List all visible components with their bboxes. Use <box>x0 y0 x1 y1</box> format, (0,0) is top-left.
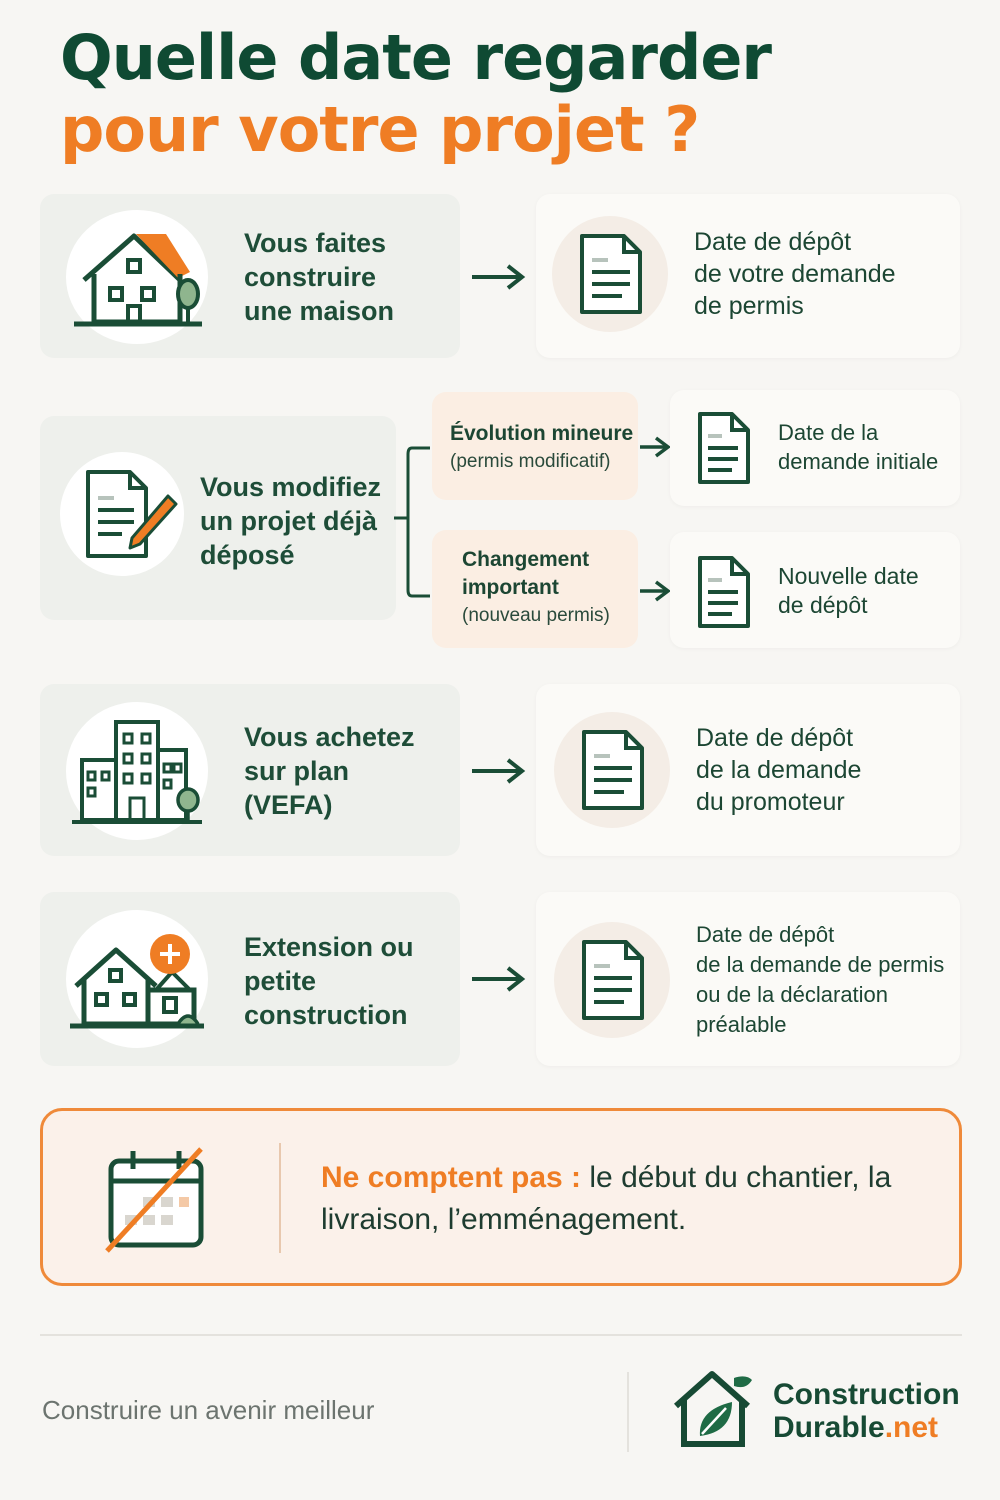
note-message <box>321 1157 921 1241</box>
document-edit-icon-circle <box>60 452 184 576</box>
label-line: petite <box>244 966 317 996</box>
note-text: le début du chantier, la livraison, l’emménagement. <box>321 1161 892 1236</box>
result-line: Date de dépôt <box>696 922 835 947</box>
option-subtitle: (permis modificatif) <box>450 451 611 472</box>
brand-name <box>773 1378 960 1444</box>
row-extension-result-card <box>536 892 960 1066</box>
note-highlight: Ne comptent pas : <box>321 1161 582 1194</box>
result-line: demande initiale <box>778 449 939 474</box>
result-line: de votre demande <box>694 260 896 288</box>
result-line: du promoteur <box>696 788 845 816</box>
row-extension-label <box>244 930 414 1032</box>
house-icon <box>66 210 208 344</box>
footer-separator <box>627 1372 629 1452</box>
option-evolution-mineure <box>432 392 638 500</box>
result-line: Nouvelle date <box>778 563 919 589</box>
document-edit-icon <box>60 452 184 576</box>
buildings-icon <box>66 702 208 840</box>
arrow-right-icon <box>470 756 526 786</box>
option-title: Évolution mineure <box>450 422 634 445</box>
house-extension-icon <box>66 910 208 1048</box>
option-title-line: Changement <box>462 548 590 571</box>
result-line: ou de la déclaration <box>696 982 889 1007</box>
arrow-right-icon <box>470 262 526 292</box>
label-line: déposé <box>200 540 295 570</box>
exclusion-note <box>40 1108 962 1286</box>
brand-logo-icon <box>670 1366 760 1450</box>
brand-line-1: Construction <box>773 1378 960 1411</box>
option1-result-card <box>670 390 960 506</box>
label-line: Vous achetez <box>244 722 415 752</box>
document-icon <box>554 712 670 828</box>
row-extension-card <box>40 892 460 1066</box>
result-line: de la demande de permis <box>696 952 945 977</box>
row-vefa-card <box>40 684 460 856</box>
arrow-right-icon <box>638 578 672 604</box>
row-extension-result <box>696 920 944 1040</box>
footer-tagline: Construire un avenir meilleur <box>42 1395 375 1425</box>
document-icon <box>692 408 756 488</box>
house-icon-circle <box>66 210 208 344</box>
brand-tld: .net <box>884 1411 939 1444</box>
row-maison-result <box>694 226 896 322</box>
row-vefa-result <box>696 722 861 818</box>
row-maison-card <box>40 194 460 358</box>
branch-bracket <box>394 444 434 600</box>
row-vefa-label <box>244 720 415 822</box>
result-line: Date de dépôt <box>694 228 852 256</box>
label-line: construction <box>244 1000 408 1030</box>
arrow-right-icon <box>470 964 526 994</box>
label-line: sur plan <box>244 756 350 786</box>
document-icon-circle <box>552 216 668 332</box>
result-line: de dépôt <box>778 592 868 618</box>
label-line: construire <box>244 262 377 292</box>
label-line: Vous faites <box>244 228 387 258</box>
arrow-right-icon <box>638 434 672 460</box>
result-line: préalable <box>696 1012 787 1037</box>
row-maison-label <box>244 226 394 328</box>
document-icon-circle <box>554 712 670 828</box>
label-line: Vous modifiez <box>200 472 382 502</box>
option-subtitle: (nouveau permis) <box>462 605 610 626</box>
document-icon <box>554 922 670 1038</box>
calendar-crossed-icon <box>103 1147 213 1257</box>
option-changement-important <box>432 530 638 648</box>
result-line: Date de la <box>778 420 879 445</box>
option2-result-card <box>670 532 960 648</box>
option1-result <box>778 418 938 476</box>
result-line: Date de dépôt <box>696 724 854 752</box>
house-extension-icon-circle <box>66 910 208 1048</box>
row-modif-label <box>200 470 381 572</box>
option2-result <box>778 562 919 620</box>
note-separator <box>279 1143 281 1253</box>
result-line: de la demande <box>696 756 862 784</box>
option-title <box>462 546 589 602</box>
label-line: une maison <box>244 296 395 326</box>
title-line-2: pour votre projet ? <box>60 93 700 166</box>
document-icon <box>552 216 668 332</box>
label-line: (VEFA) <box>244 790 333 820</box>
option-title-line: important <box>462 576 559 599</box>
brand-main: Durable <box>773 1411 885 1444</box>
page-title <box>60 22 771 166</box>
label-line: un projet déjà <box>200 506 378 536</box>
document-icon <box>692 552 756 632</box>
buildings-icon-circle <box>66 702 208 840</box>
label-line: Extension ou <box>244 932 414 962</box>
row-vefa-result-card <box>536 684 960 856</box>
row-modif-card <box>40 416 396 620</box>
row-maison-result-card <box>536 194 960 358</box>
document-icon-circle <box>554 922 670 1038</box>
brand-line-2 <box>773 1411 960 1444</box>
title-line-1: Quelle date regarder <box>60 21 771 94</box>
result-line: de permis <box>694 292 804 320</box>
footer-divider <box>40 1334 962 1336</box>
